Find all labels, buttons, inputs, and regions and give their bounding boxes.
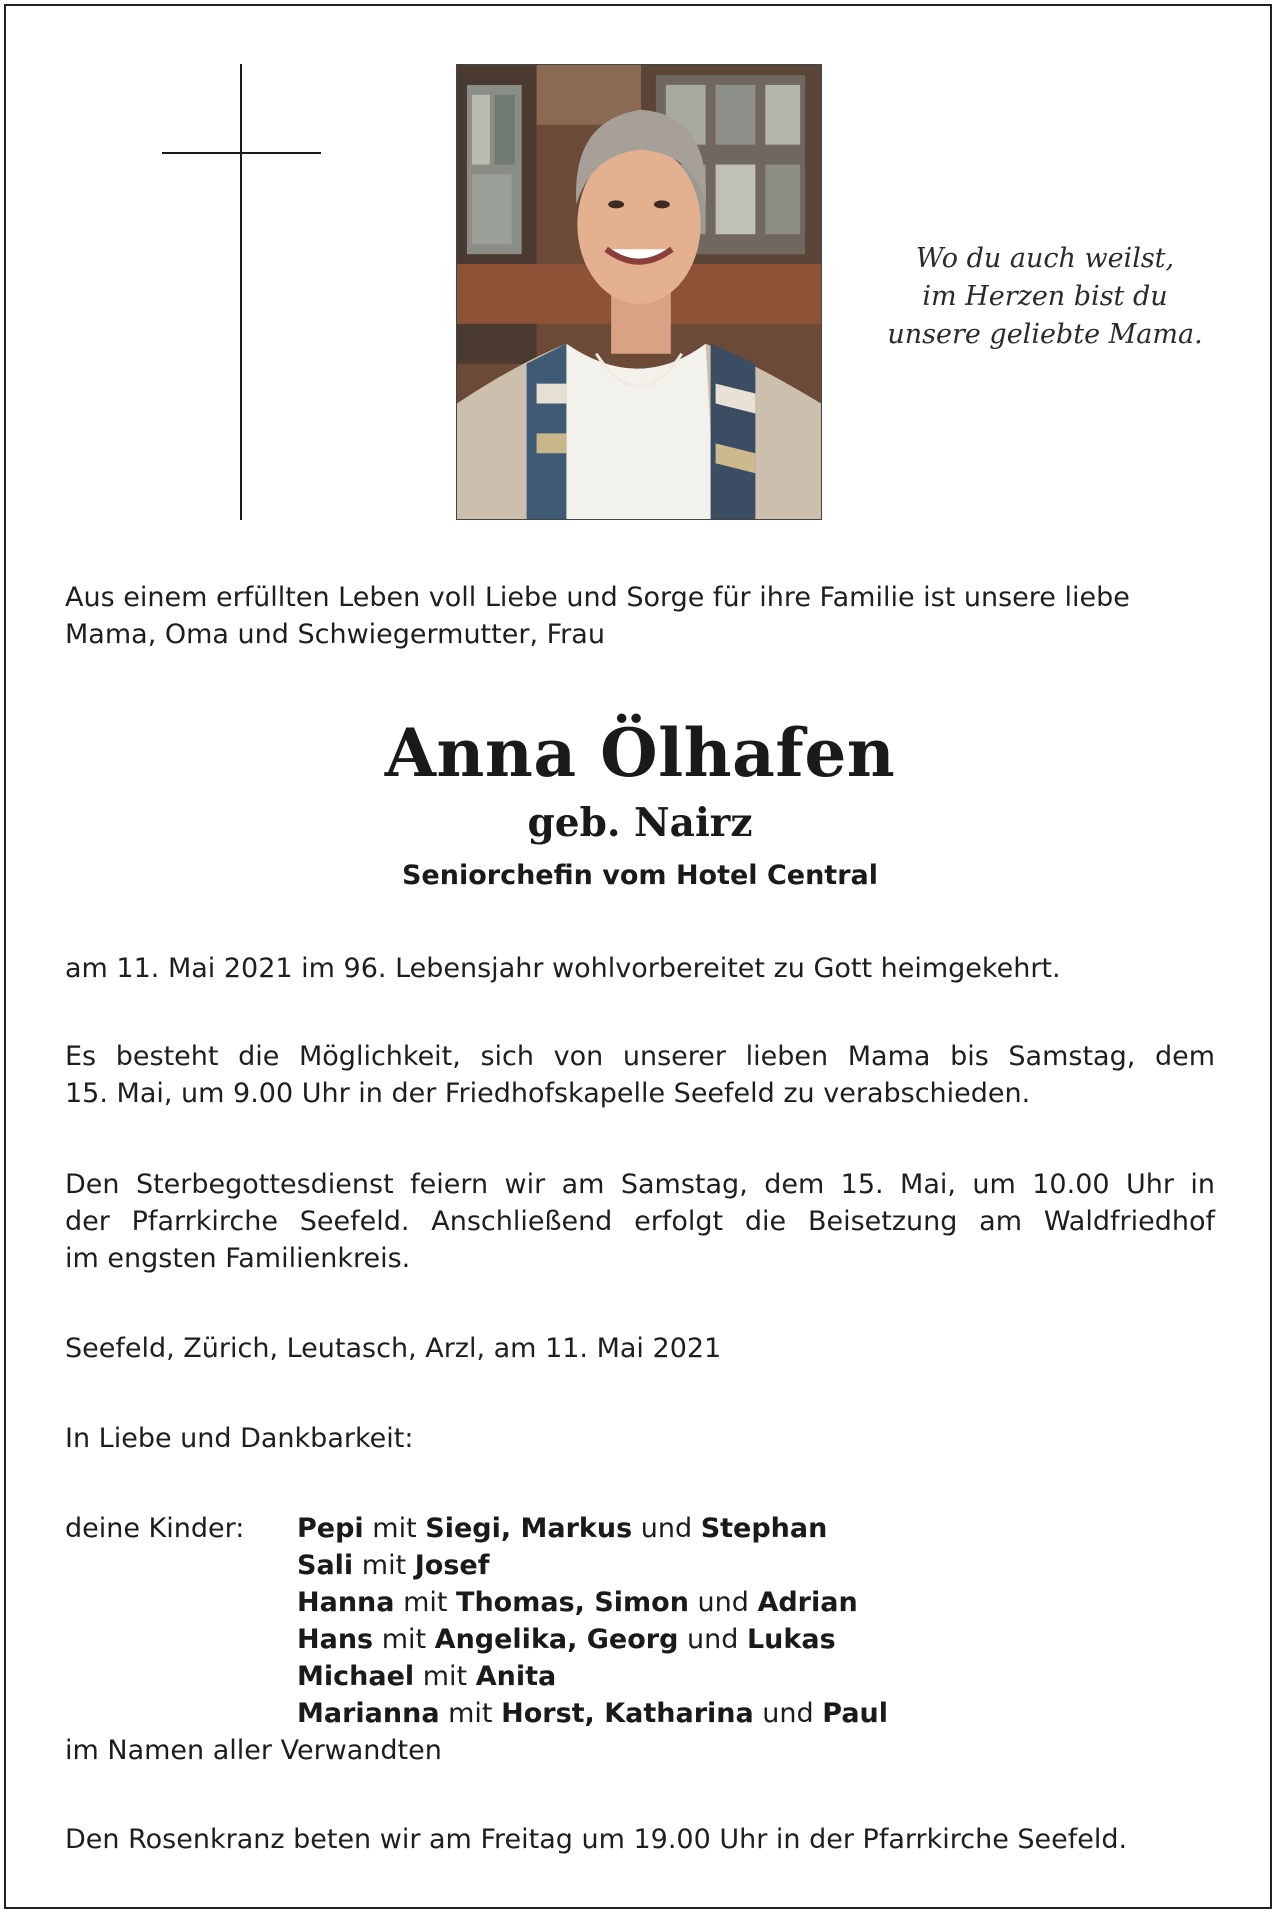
farewell-line: 15. Mai, um 9.00 Uhr in der Friedhofskapelle Seefeld zu verabschieden. [65, 1078, 1031, 1109]
portrait-image [457, 65, 821, 519]
gratitude-line [65, 1420, 1215, 1457]
death-notice [65, 950, 1215, 987]
family-name: Thomas, Simon [456, 1587, 689, 1618]
family-name: Josef [414, 1550, 490, 1581]
children-rows [297, 1510, 888, 1732]
cross-icon-bar [162, 152, 321, 154]
relatives-line: im Namen aller Verwandten [65, 1735, 442, 1766]
family-name: Lukas [746, 1624, 836, 1655]
family-name: Hans [297, 1624, 374, 1655]
family-name: Anita [475, 1661, 557, 1692]
connector-text: mit [414, 1661, 476, 1692]
death-notice-line: am 11. Mai 2021 im 96. Lebensjahr wohlvorbereitet zu Gott heimgekehrt. [65, 953, 1061, 984]
intro-line: Mama, Oma und Schwiegermutter, Frau [65, 619, 605, 650]
deceased-role: Seniorchefin vom Hotel Central [401, 860, 879, 891]
family-name: Pepi [297, 1513, 364, 1544]
connector-text: mit [394, 1587, 457, 1618]
family-name: Adrian [757, 1587, 858, 1618]
connector-text: und [678, 1624, 747, 1655]
child-entry [297, 1584, 888, 1621]
farewell-paragraph [65, 1038, 1215, 1112]
connector-text: mit [363, 1513, 426, 1544]
service-line: Den Sterbegottesdienst feiern wir am Samstag, dem 15. Mai, um 10.00 Uhr in [65, 1169, 1215, 1200]
quote-line: im Herzen bist du [922, 281, 1168, 312]
family-name: Horst, Katharina [501, 1698, 754, 1729]
connector-text: und [688, 1587, 758, 1618]
family-name: Paul [822, 1698, 889, 1729]
child-entry [297, 1621, 888, 1658]
family-name: Michael [297, 1661, 415, 1692]
service-paragraph [65, 1166, 1215, 1277]
family-name: Angelika, Georg [434, 1624, 679, 1655]
service-line: im engsten Familienkreis. [65, 1243, 411, 1274]
connector-text: mit [439, 1698, 502, 1729]
rosary-line: Den Rosenkranz beten wir am Freitag um 19.00 Uhr in der Pfarrkirche Seefeld. [65, 1824, 1128, 1855]
family-name: Marianna [297, 1698, 440, 1729]
gratitude-text: In Liebe und Dankbarkeit: [65, 1423, 414, 1454]
intro-paragraph [65, 579, 1215, 653]
connector-text: mit [353, 1550, 415, 1581]
connector-text: mit [373, 1624, 435, 1655]
quote-line: Wo du auch weilst, [915, 243, 1175, 274]
family-name: Hanna [297, 1587, 395, 1618]
connector-text: und [753, 1698, 823, 1729]
birth-name: geb. Nairz [527, 800, 753, 846]
family-name: Stephan [700, 1513, 828, 1544]
child-entry [297, 1547, 888, 1584]
farewell-line: Es besteht die Möglichkeit, sich von unserer lieben Mama bis Samstag, dem [65, 1041, 1215, 1072]
deceased-name: Anna Ölhafen [384, 714, 896, 792]
intro-line: Aus einem erfüllten Leben voll Liebe und Sorge für ihre Familie ist unsere liebe [65, 582, 1130, 613]
memorial-quote [860, 240, 1230, 354]
connector-text: und [632, 1513, 701, 1544]
family-name: Siegi, Markus [425, 1513, 633, 1544]
service-line: der Pfarrkirche Seefeld. Anschließend erfolgt die Beisetzung am Waldfriedhof [65, 1206, 1215, 1237]
rosary-notice [65, 1821, 1215, 1858]
child-entry [297, 1510, 888, 1547]
place-date [65, 1330, 1215, 1367]
child-entry [297, 1695, 888, 1732]
place-date-line: Seefeld, Zürich, Leutasch, Arzl, am 11. Mai 2021 [65, 1333, 722, 1364]
family-name: Sali [297, 1550, 354, 1581]
cross-icon [240, 64, 242, 520]
quote-line: unsere geliebte Mama. [887, 319, 1203, 350]
portrait-photo [456, 64, 822, 520]
children-label: deine Kinder: [65, 1513, 245, 1544]
child-entry [297, 1658, 888, 1695]
